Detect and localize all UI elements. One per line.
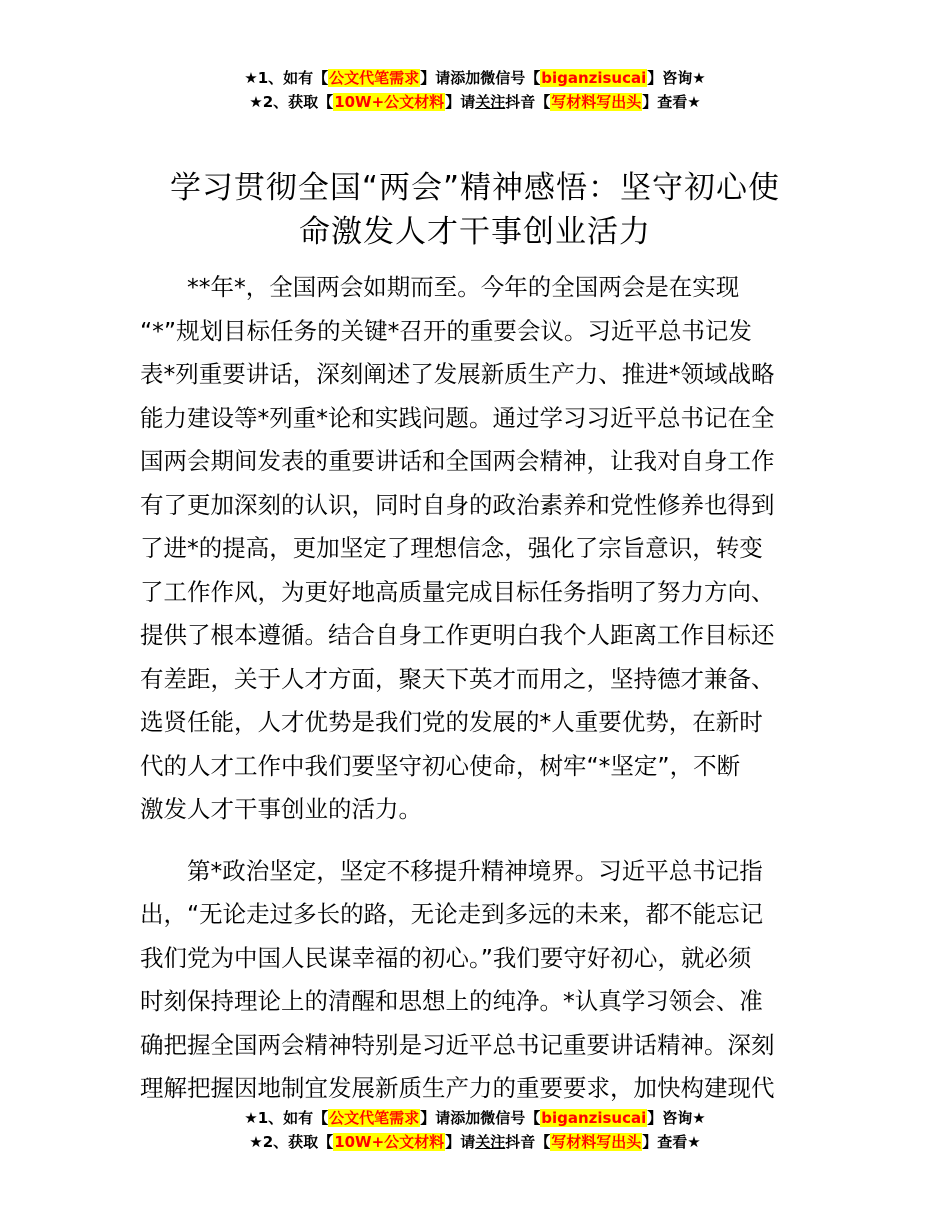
banner-line-1: ★1、如有【公文代笔需求】请添加微信号【biganzisucai】咨询★ [244, 69, 706, 87]
wechat-id: biganzisucai [541, 1109, 647, 1127]
banner-highlight: 公文代笔需求 [329, 69, 420, 87]
header-banner [0, 66, 950, 114]
text-line: 出，“无论走过多长的路，无论走到多远的未来，都不能忘记 [140, 900, 764, 928]
text-line: 能力建设等*列重*论和实践问题。通过学习习近平总书记在全 [140, 403, 775, 432]
text-line: “*”规划目标任务的关键*召开的重要会议。习近平总书记发 [140, 316, 752, 345]
text-line: **年*，全国两会如期而至。今年的全国两会是在实现 [140, 273, 740, 301]
title-line: 命激发人才干事创业活力 [299, 214, 651, 250]
banner-highlight: 10W+公文材料 [334, 1133, 445, 1151]
text-line: 国两会期间发表的重要讲话和全国两会精神，让我对自身工作 [140, 447, 775, 475]
footer-banner [0, 1106, 950, 1154]
text-line: 表*列重要讲话，深刻阐述了发展新质生产力、推进*领域战略 [140, 360, 775, 388]
banner-highlight: 10W+公文材料 [334, 93, 445, 111]
title-line: 学习贯彻全国“两会”精神感悟：坚守初心使 [169, 170, 781, 206]
text-line: 提供了根本遵循。结合自身工作更明白我个人距离工作目标还 [140, 621, 775, 649]
text-line: 有差距，关于人才方面，聚天下英才而用之，坚持德才兼备、 [140, 664, 775, 693]
text-line: 第*政治坚定，坚定不移提升精神境界。习近平总书记指 [140, 856, 763, 885]
douyin-account: 写材料写出头 [551, 93, 642, 111]
text-line: 有了更加深刻的认识，同时自身的政治素养和党性修养也得到 [140, 490, 775, 519]
text-line: 激发人才干事创业的活力。 [140, 795, 422, 823]
text-line: 了工作作风，为更好地高质量完成目标任务指明了努力方向、 [140, 577, 775, 606]
banner-highlight: 公文代笔需求 [329, 1109, 420, 1127]
paragraph [140, 850, 820, 1111]
text-line: 我们党为中国人民谋幸福的初心。”我们要守好初心，就必须 [140, 943, 752, 972]
text-line: 理解把握因地制宜发展新质生产力的重要要求，加快构建现代 [140, 1074, 775, 1102]
paragraph [140, 266, 820, 832]
text-line: 时刻保持理论上的清醒和思想上的纯净。*认真学习领会、准 [140, 987, 763, 1015]
document-body [140, 266, 820, 1111]
document-title [140, 166, 810, 254]
text-line: 确把握全国两会精神特别是习近平总书记重要讲话精神。深刻 [140, 1030, 775, 1059]
wechat-id: biganzisucai [541, 69, 647, 87]
banner-line-2: ★2、获取【10W+公文材料】请关注抖音【写材料写出头】查看★ [249, 93, 701, 111]
banner-line-1: ★1、如有【公文代笔需求】请添加微信号【biganzisucai】咨询★ [244, 1109, 706, 1127]
text-line: 代的人才工作中我们要坚守初心使命，树牢“*坚定”，不断 [140, 751, 741, 780]
douyin-account: 写材料写出头 [551, 1133, 642, 1151]
text-line: 了进*的提高，更加坚定了理想信念，强化了宗旨意识，转变 [140, 534, 763, 562]
text-line: 选贤任能，人才优势是我们党的发展的*人重要优势，在新时 [140, 708, 763, 736]
banner-line-2: ★2、获取【10W+公文材料】请关注抖音【写材料写出头】查看★ [249, 1133, 701, 1151]
